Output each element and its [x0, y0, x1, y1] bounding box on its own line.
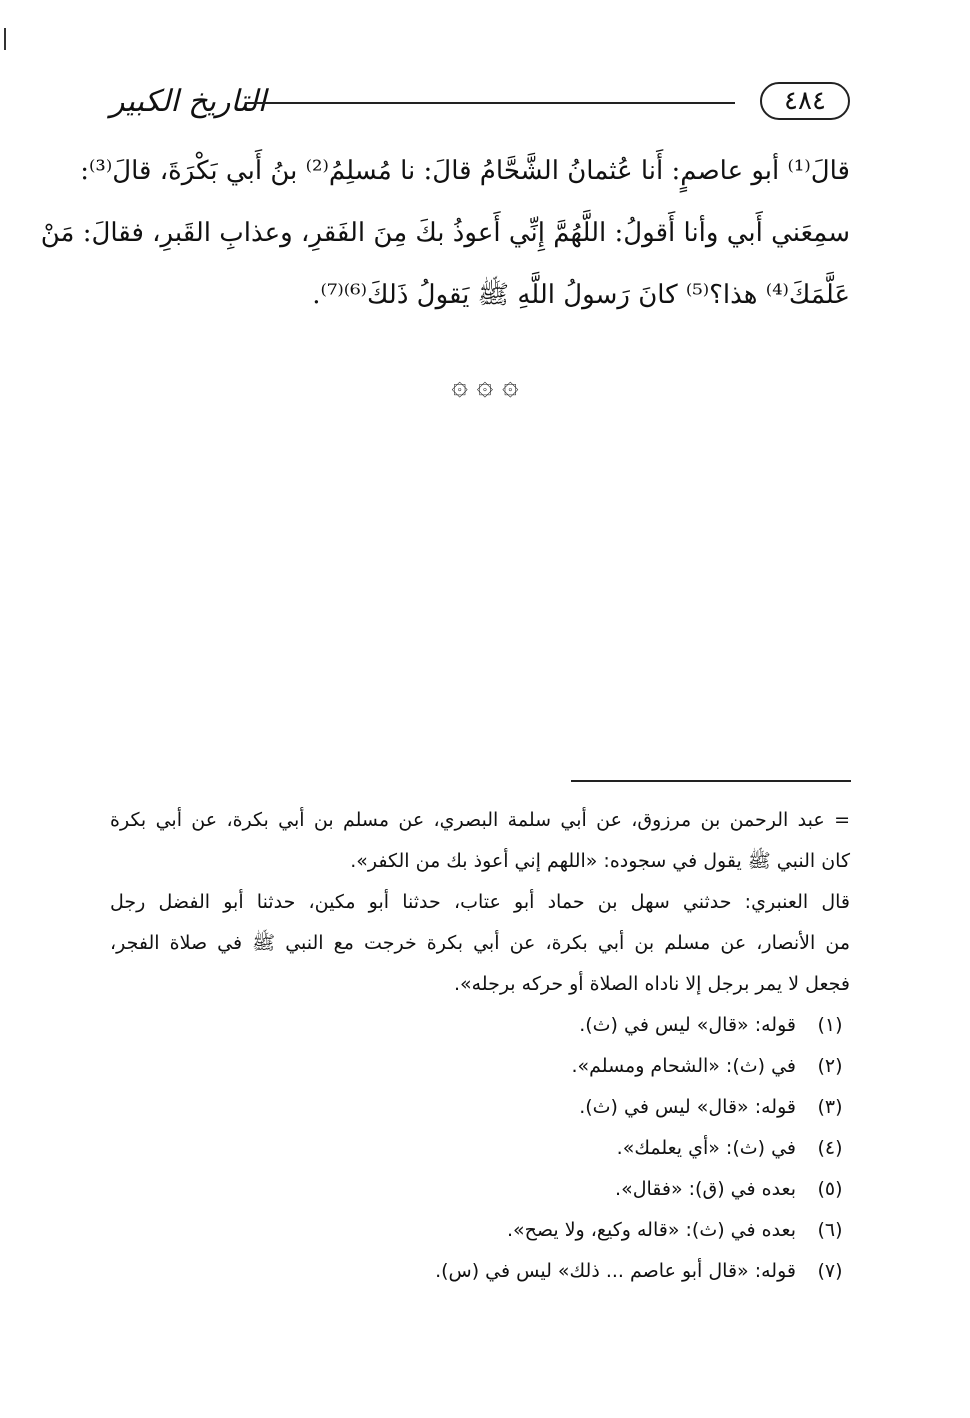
footnote-separator — [571, 780, 851, 782]
footnote-number: (٥) — [817, 1178, 843, 1200]
footnote-number: (٤) — [817, 1137, 843, 1159]
footnote-text: بعده في (ث): «قاله وكيع، ولا يصح». — [506, 1219, 796, 1241]
footnote-line: فجعل لا يمر برجل إلا ناداه الصلاة أو حركه برجله». — [453, 973, 850, 995]
page-edge-mark — [4, 28, 6, 50]
footnote-line: من الأنصار، عن مسلم بن أبي بكرة، عن أبي بكرة خرجت مع النبي ﷺ في صلاة الفجر، — [110, 932, 850, 954]
footnote-text: في (ث): «الشحام ومسلم». — [571, 1055, 796, 1077]
footnote-text: بعده في (ق): «فقال». — [615, 1178, 796, 1200]
footnote-number: (١) — [817, 1014, 843, 1036]
footnote-item — [110, 1087, 850, 1128]
footnote-continuation — [110, 800, 850, 1005]
section-ornament: ۞ ۞ ۞ — [451, 368, 519, 401]
footnote-line: قال العنبري: حدثني سهل بن حماد أبو عتاب، حدثنا أبو مكين، حدثنا أبو الفضل رجل — [110, 891, 850, 913]
footnote-text: قوله: «قال» ليس في (ث). — [579, 1096, 796, 1118]
footnote-item — [110, 1005, 850, 1046]
footnote-item — [110, 1251, 850, 1292]
running-header — [110, 80, 850, 130]
footnotes — [110, 800, 850, 1292]
footnote-number: (٣) — [817, 1096, 843, 1118]
main-text-line: سمِعَني أَبي وأنا أَقولُ: اللَّهُمَّ إِنِّي أَعوذُ بكَ مِنَ الفَقرِ، وعذابِ القَبرِ، فقالَ: مَنْ — [40, 218, 850, 248]
footnote-number: (٦) — [817, 1219, 843, 1241]
main-text-line: قالَ⁽¹⁾ أبو عاصمٍ: أَنا عُثمانُ الشَّحَّامُ قالَ: نا مُسلِمُ⁽²⁾ بنُ أَبي بَكْرَةَ، قالَ⁽³⁾: — [80, 156, 850, 186]
book-title: التاريخ الكبير — [110, 84, 267, 119]
page-number: ٤٨٤ — [760, 82, 850, 120]
footnote-text: قوله: «قال» ليس في (ث). — [579, 1014, 796, 1036]
header-rule — [245, 102, 735, 104]
footnote-item — [110, 1128, 850, 1169]
footnote-line: كان النبي ﷺ يقول في سجوده: «اللهم إني أعوذ بك من الكفر». — [350, 850, 850, 872]
footnote-item — [110, 1046, 850, 1087]
main-text — [40, 140, 850, 326]
footnote-text: في (ث): «أي يعلمك». — [616, 1137, 796, 1159]
footnote-text: قوله: «قال أبو عاصم ... ذلك» ليس في (س). — [435, 1260, 796, 1282]
footnote-item — [110, 1210, 850, 1251]
footnote-number: (٧) — [817, 1260, 843, 1282]
footnote-number: (٢) — [817, 1055, 843, 1077]
footnote-list — [110, 1005, 850, 1292]
footnote-item — [110, 1169, 850, 1210]
footnote-line: = عبد الرحمن بن مرزوق، عن أبي سلمة البصري، عن مسلم بن أبي بكرة، عن أبي بكرة — [110, 809, 850, 831]
main-text-line: عَلَّمَكَ⁽⁴⁾ هذا؟⁽⁵⁾ كانَ رَسولُ اللَّهِ ﷺ يَقولُ ذَلكَ⁽⁶⁾⁽⁷⁾. — [312, 280, 850, 310]
